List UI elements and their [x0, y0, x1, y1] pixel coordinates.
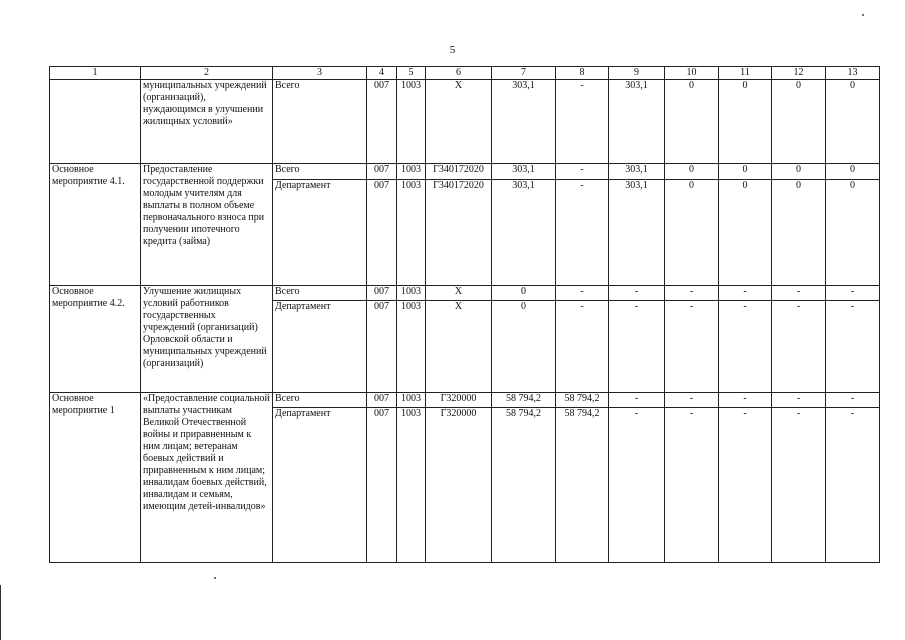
table-row: [50, 286, 880, 301]
value-cell: Х: [426, 286, 492, 301]
source-cell: Департамент: [273, 180, 367, 286]
value-cell: -: [556, 301, 609, 393]
value-cell: -: [665, 408, 719, 563]
value-cell: 0: [826, 180, 880, 286]
value-cell: 0: [826, 80, 880, 164]
column-header: 3: [273, 67, 367, 80]
source-cell: Всего: [273, 286, 367, 301]
value-cell: 303,1: [492, 164, 556, 180]
event-cell: [50, 80, 141, 164]
value-cell: -: [556, 164, 609, 180]
value-cell: Г340172020: [426, 180, 492, 286]
value-cell: 007: [367, 301, 397, 393]
value-cell: 007: [367, 286, 397, 301]
value-cell: -: [772, 301, 826, 393]
value-cell: 0: [826, 164, 880, 180]
value-cell: 0: [719, 80, 772, 164]
value-cell: 0: [665, 180, 719, 286]
value-cell: -: [609, 286, 665, 301]
value-cell: Х: [426, 80, 492, 164]
title-cell: Предоставление государственной поддержки молодым учителям для выплаты в полном объеме первоначального взноса при получении ипотечного кредита (займа): [141, 164, 273, 286]
event-cell: Основное мероприятие 1: [50, 393, 141, 563]
value-cell: 1003: [397, 408, 426, 563]
value-cell: 303,1: [492, 180, 556, 286]
value-cell: 1003: [397, 80, 426, 164]
value-cell: -: [609, 301, 665, 393]
budget-table: [49, 66, 880, 563]
value-cell: 0: [665, 80, 719, 164]
event-cell: Основное мероприятие 4.2.: [50, 286, 141, 393]
value-cell: 0: [492, 286, 556, 301]
title-cell: Улучшение жилищных условий работников государственных учреждений (организаций) Орловской области и муниципальных учреждений (организаций): [141, 286, 273, 393]
value-cell: 007: [367, 408, 397, 563]
table-row: [50, 393, 880, 408]
value-cell: -: [665, 393, 719, 408]
value-cell: -: [826, 408, 880, 563]
source-cell: Всего: [273, 393, 367, 408]
value-cell: 0: [772, 164, 826, 180]
column-header: 4: [367, 67, 397, 80]
value-cell: 1003: [397, 301, 426, 393]
value-cell: 007: [367, 180, 397, 286]
column-header: 8: [556, 67, 609, 80]
value-cell: -: [556, 80, 609, 164]
value-cell: 58 794,2: [492, 393, 556, 408]
value-cell: 0: [665, 164, 719, 180]
value-cell: 303,1: [609, 80, 665, 164]
source-cell: Всего: [273, 80, 367, 164]
column-header: 5: [397, 67, 426, 80]
value-cell: -: [772, 393, 826, 408]
table-row: [50, 164, 880, 180]
value-cell: -: [719, 286, 772, 301]
value-cell: -: [772, 408, 826, 563]
value-cell: 0: [772, 80, 826, 164]
value-cell: -: [609, 408, 665, 563]
column-header: 13: [826, 67, 880, 80]
column-header: 2: [141, 67, 273, 80]
source-cell: Всего: [273, 164, 367, 180]
value-cell: 1003: [397, 286, 426, 301]
value-cell: 007: [367, 164, 397, 180]
column-header: 6: [426, 67, 492, 80]
value-cell: 58 794,2: [556, 408, 609, 563]
value-cell: -: [719, 393, 772, 408]
column-header: 7: [492, 67, 556, 80]
value-cell: 1003: [397, 164, 426, 180]
value-cell: -: [719, 408, 772, 563]
value-cell: 007: [367, 80, 397, 164]
value-cell: -: [826, 393, 880, 408]
value-cell: Х: [426, 301, 492, 393]
value-cell: -: [826, 301, 880, 393]
column-header: 10: [665, 67, 719, 80]
value-cell: Г320000: [426, 393, 492, 408]
value-cell: -: [719, 301, 772, 393]
page-number: 5: [449, 44, 456, 56]
column-header: 12: [772, 67, 826, 80]
value-cell: -: [772, 286, 826, 301]
table-row: [50, 80, 880, 164]
value-cell: 007: [367, 393, 397, 408]
value-cell: 0: [719, 164, 772, 180]
value-cell: -: [665, 301, 719, 393]
title-cell: «Предоставление социальной выплаты участникам Великой Отечественной войны и приравненным к ним лицам; ветеранам боевых действий и приравненным к ним лицам; инвалидам боевых действий, инвалидам и семьям, имеющим детей-инвалидов»: [141, 393, 273, 563]
column-header: 9: [609, 67, 665, 80]
title-cell: муниципальных учреждений (организаций), нуждающимся в улучшении жилищных условий»: [141, 80, 273, 164]
value-cell: 303,1: [492, 80, 556, 164]
value-cell: 1003: [397, 180, 426, 286]
scan-speck: [214, 577, 216, 579]
scan-edge-line: [0, 585, 1, 640]
value-cell: 0: [772, 180, 826, 286]
value-cell: 58 794,2: [492, 408, 556, 563]
column-header: 11: [719, 67, 772, 80]
value-cell: Г340172020: [426, 164, 492, 180]
value-cell: -: [556, 180, 609, 286]
value-cell: 58 794,2: [556, 393, 609, 408]
scan-speck: [862, 14, 864, 16]
header-row: [50, 67, 880, 80]
column-header: 1: [50, 67, 141, 80]
value-cell: 0: [719, 180, 772, 286]
value-cell: 303,1: [609, 164, 665, 180]
source-cell: Департамент: [273, 301, 367, 393]
value-cell: 303,1: [609, 180, 665, 286]
value-cell: -: [556, 286, 609, 301]
value-cell: 1003: [397, 393, 426, 408]
value-cell: 0: [492, 301, 556, 393]
value-cell: -: [826, 286, 880, 301]
source-cell: Департамент: [273, 408, 367, 563]
value-cell: -: [609, 393, 665, 408]
value-cell: -: [665, 286, 719, 301]
event-cell: Основное мероприятие 4.1.: [50, 164, 141, 286]
value-cell: Г320000: [426, 408, 492, 563]
